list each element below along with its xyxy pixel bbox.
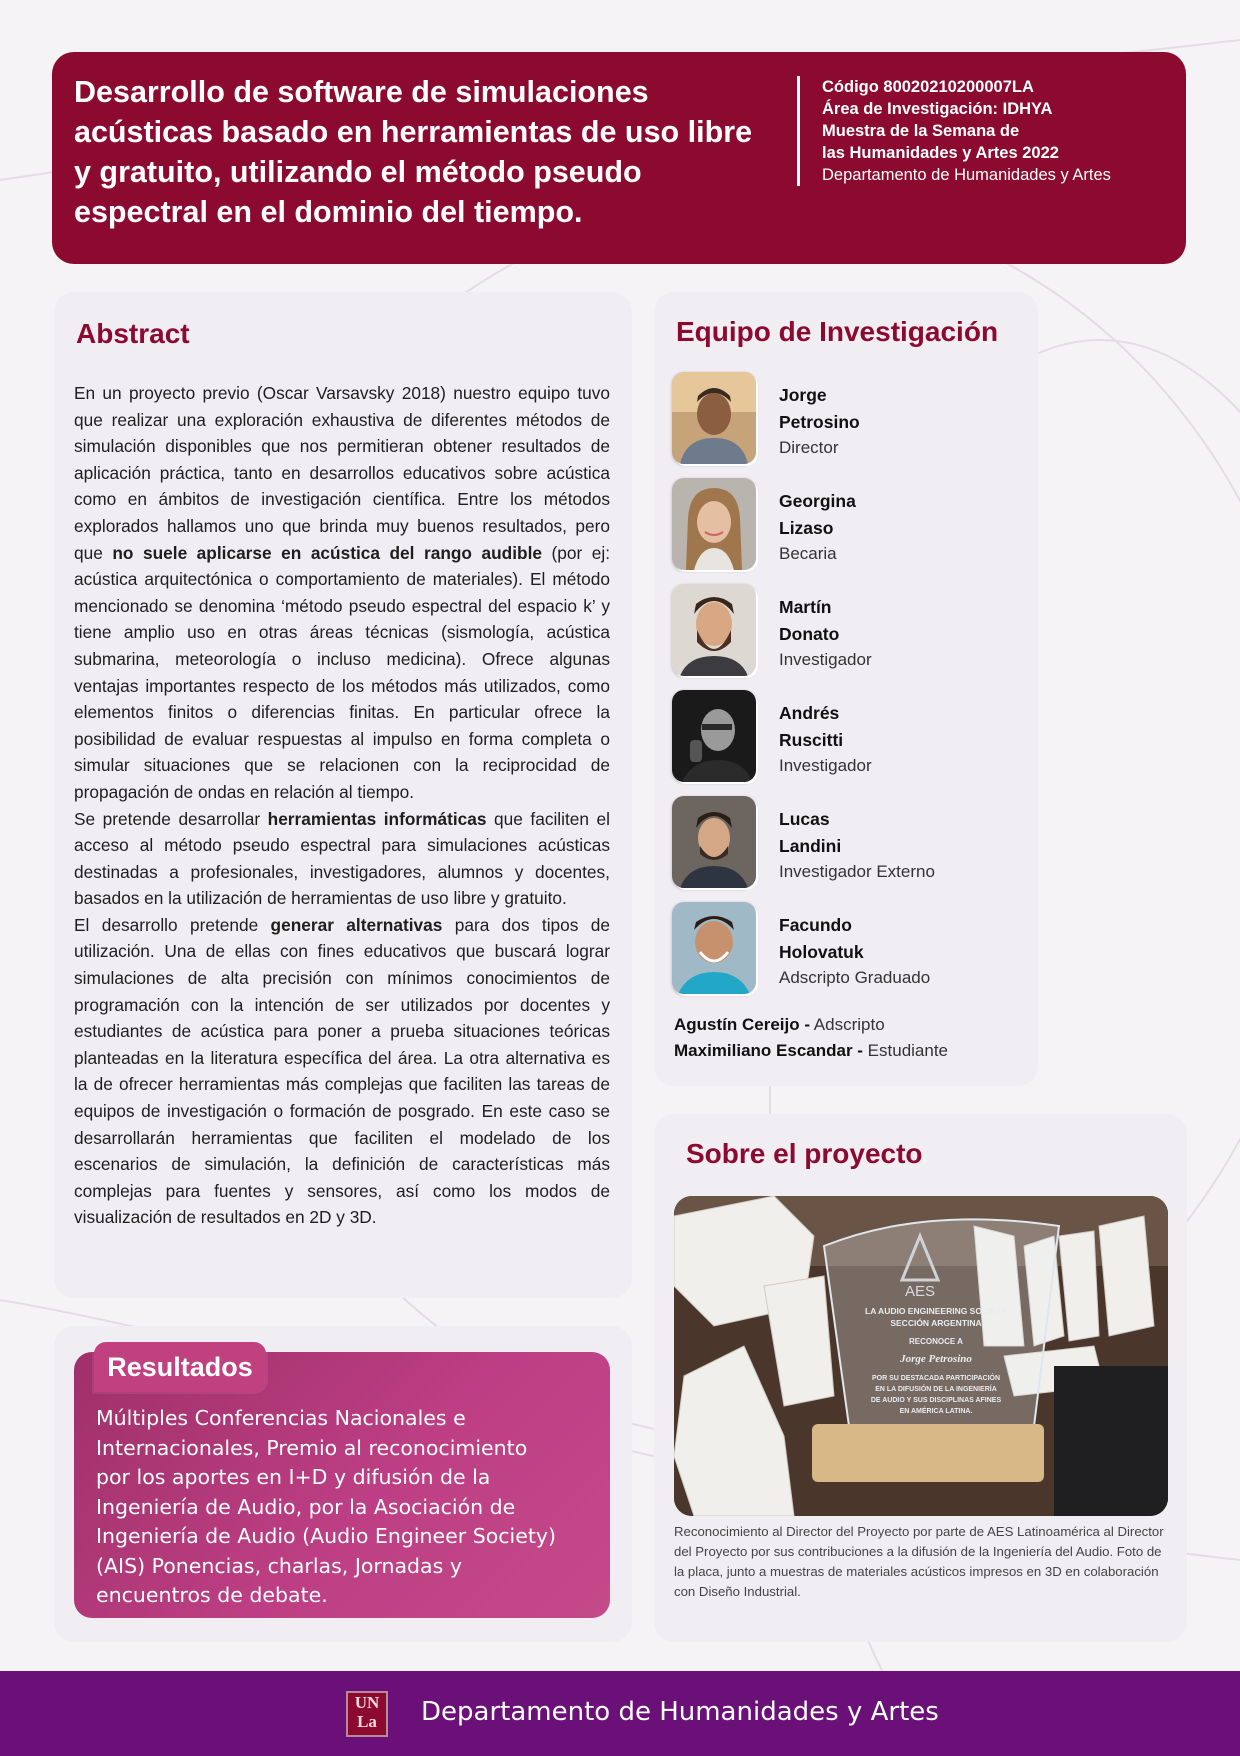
team-member <box>672 372 1022 468</box>
abstract-emphasis: herramientas informáticas <box>267 808 487 829</box>
footer-bar <box>0 1671 1240 1756</box>
member-role: Director <box>779 438 839 457</box>
footer-department: Departamento de Humanidades y Artes <box>421 1697 939 1727</box>
results-panel <box>74 1352 610 1618</box>
abstract-text-span: En un proyecto previo (Oscar Varsavsky 2018) nuestro equipo tuvo que realizar una exploración exhaustiva de diferentes métodos de simulación disponibles que nos permitieran obtener resultados de aplicación práctica, tanto en desarrollos educativos sobre acústica como en ámbitos de investigación científica. Entre los métodos explorados hallamos uno que brinda muy buenos resultados, pero que <box>74 383 610 563</box>
extra-member-role: Adscripto <box>810 1015 885 1034</box>
plaque-text: LA AUDIO ENGINEERING SOCIETY <box>865 1306 1007 1316</box>
member-last-name: Holovatuk <box>779 941 864 962</box>
team-card <box>654 292 1038 1086</box>
member-role: Investigador Externo <box>779 862 935 881</box>
team-member <box>672 690 1022 786</box>
team-member <box>672 584 1022 680</box>
results-text: Múltiples Conferencias Nacionales e Internacionales, Premio al reconocimiento por los aportes en I+D y difusión de la Ingeniería de Audio, por la Asociación de Ingeniería de Audio (Audio Engineer Society) (AIS) Ponencias, charlas, Jornadas y encuentros de debate. <box>96 1406 556 1607</box>
plaque-text: EN LA DIFUSIÓN DE LA INGENIERÍA <box>875 1386 997 1393</box>
abstract-text-span: El desarrollo pretende <box>74 914 271 935</box>
member-first-name: Georgina <box>779 491 856 511</box>
team-extra-member <box>674 1012 885 1039</box>
team-member <box>672 478 1022 574</box>
extra-member-name: Agustín Cereijo - <box>674 1015 811 1034</box>
member-info <box>779 700 872 780</box>
plaque-logo: AES <box>904 1283 936 1300</box>
team-member <box>672 796 1022 892</box>
member-role: Adscripto Graduado <box>779 968 931 987</box>
plaque-text: RECONOCE A <box>909 1337 963 1346</box>
event-line-2: las Humanidades y Artes 2022 <box>822 144 1059 162</box>
logo-bottom: La <box>357 1712 377 1731</box>
member-role: Investigador <box>779 756 872 775</box>
member-last-name: Petrosino <box>779 411 860 432</box>
abstract-emphasis: generar alternativas <box>270 914 443 935</box>
member-photo <box>672 690 756 782</box>
member-info <box>779 594 872 674</box>
project-title: Sobre el proyecto <box>686 1138 923 1169</box>
results-title: Resultados <box>94 1342 266 1392</box>
project-meta <box>797 76 1162 186</box>
team-extra-member <box>674 1038 948 1065</box>
member-first-name: Lucas <box>779 809 830 829</box>
abstract-text-span: para dos tipos de utilización. Una de ellas con fines educativos que buscará lograr simulaciones de alta precisión con mínimos conocimientos de programación con la intención de ser utilizados por docentes y estudiantes de acústica para poner a prueba situaciones teóricas planteadas en la literatura específica del área. La otra alternativa es la de ofrecer herramientas más complejas que faciliten las tareas de equipos de investigación o formación de posgrado. En este caso se desarrollarán herramientas que faciliten el modelado de los escenarios de simulación, la definición de características más complejas para fuentes y sensores, así como los modos de visualización de resultados en 2D y 3D. <box>74 914 610 1228</box>
member-info <box>779 806 935 886</box>
abstract-text-span: que faciliten el acceso al método pseudo espectral para simulaciones acústicas destinadas a profesionales, investigadores, alumnos y docentes, basados en la utilización de herramientas de uso libre y gratuito. <box>74 808 610 909</box>
research-area: Área de Investigación: IDHYA <box>822 100 1053 118</box>
project-code: Código 80020210200007LA <box>822 78 1034 96</box>
abstract-paragraph-1 <box>74 380 610 806</box>
abstract-title: Abstract <box>76 318 190 349</box>
member-photo <box>672 584 756 676</box>
plaque-name: Jorge Petrosino <box>900 1353 972 1365</box>
member-first-name: Facundo <box>779 915 852 935</box>
logo-top: UN <box>354 1693 380 1712</box>
poster-header <box>52 52 1186 264</box>
member-photo <box>672 478 756 570</box>
results-card <box>54 1326 632 1642</box>
abstract-card <box>54 292 632 1298</box>
plaque-text: EN AMÉRICA LATINA. <box>899 1408 973 1415</box>
member-photo <box>672 902 756 994</box>
member-info <box>779 912 930 992</box>
abstract-text-span: (por ej: acústica arquitectónica o comportamiento de materiales). El método mencionado se denomina ‘método pseudo espectral del espacio k’ y tiene amplio uso en otras áreas técnicas (sismología, acústica submarina, meteorología o incluso medicina). Ofrece algunas ventajas importantes respecto de los métodos más utilizados, como elementos finitos o diferencias finitas. En particular ofrece la posibilidad de evaluar respuestas al impulso en forma completa o simular situaciones que se relacionen con la reciprocidad de propagación de ondas en relación al tiempo. <box>74 542 611 802</box>
member-first-name: Martín <box>779 597 832 617</box>
department-name: Departamento de Humanidades y Artes <box>822 166 1111 184</box>
member-role: Investigador <box>779 650 872 669</box>
poster-title: Desarrollo de software de simulaciones acústicas basado en herramientas de uso libre y gratuito, utilizando el método pseudo espectral en el dominio del tiempo. <box>74 75 753 229</box>
member-info <box>779 488 856 568</box>
plaque-text: DE AUDIO Y SUS DISCIPLINAS AFINES <box>870 1397 1002 1404</box>
member-last-name: Landini <box>779 835 842 856</box>
abstract-emphasis: no suele aplicarse en acústica del rango audible <box>112 542 542 563</box>
abstract-text-span: Se pretende desarrollar <box>74 808 268 829</box>
member-last-name: Donato <box>779 623 840 644</box>
team-member <box>672 902 1022 998</box>
member-photo <box>672 372 756 464</box>
plaque-text: SECCIÓN ARGENTINA <box>890 1318 982 1328</box>
abstract-paragraph-3 <box>74 912 610 1231</box>
abstract-paragraph-2 <box>74 806 610 912</box>
project-card <box>654 1114 1187 1642</box>
member-photo <box>672 796 756 888</box>
project-photo <box>674 1196 1168 1516</box>
member-last-name: Ruscitti <box>779 729 844 750</box>
university-logo <box>346 1691 388 1737</box>
extra-member-name: Maximiliano Escandar - <box>674 1041 863 1060</box>
member-first-name: Jorge <box>779 385 827 405</box>
member-first-name: Andrés <box>779 703 840 723</box>
member-role: Becaria <box>779 544 837 563</box>
team-title: Equipo de Investigación <box>676 316 999 347</box>
plaque-text: POR SU DESTACADA PARTICIPACIÓN <box>871 1375 1001 1382</box>
member-info <box>779 382 860 462</box>
photo-caption: Reconocimiento al Director del Proyecto por parte de AES Latinoamérica al Director del Proyecto por sus contribuciones a la difusión de la Ingeniería del Audio. Foto de la placa, junto a muestras de materiales acústicos impresos en 3D en colaboración con Diseño Industrial. <box>674 1524 1164 1599</box>
abstract-body <box>74 380 610 1231</box>
event-line-1: Muestra de la Semana de <box>822 122 1020 140</box>
member-last-name: Lizaso <box>779 517 834 538</box>
extra-member-role: Estudiante <box>862 1041 949 1060</box>
